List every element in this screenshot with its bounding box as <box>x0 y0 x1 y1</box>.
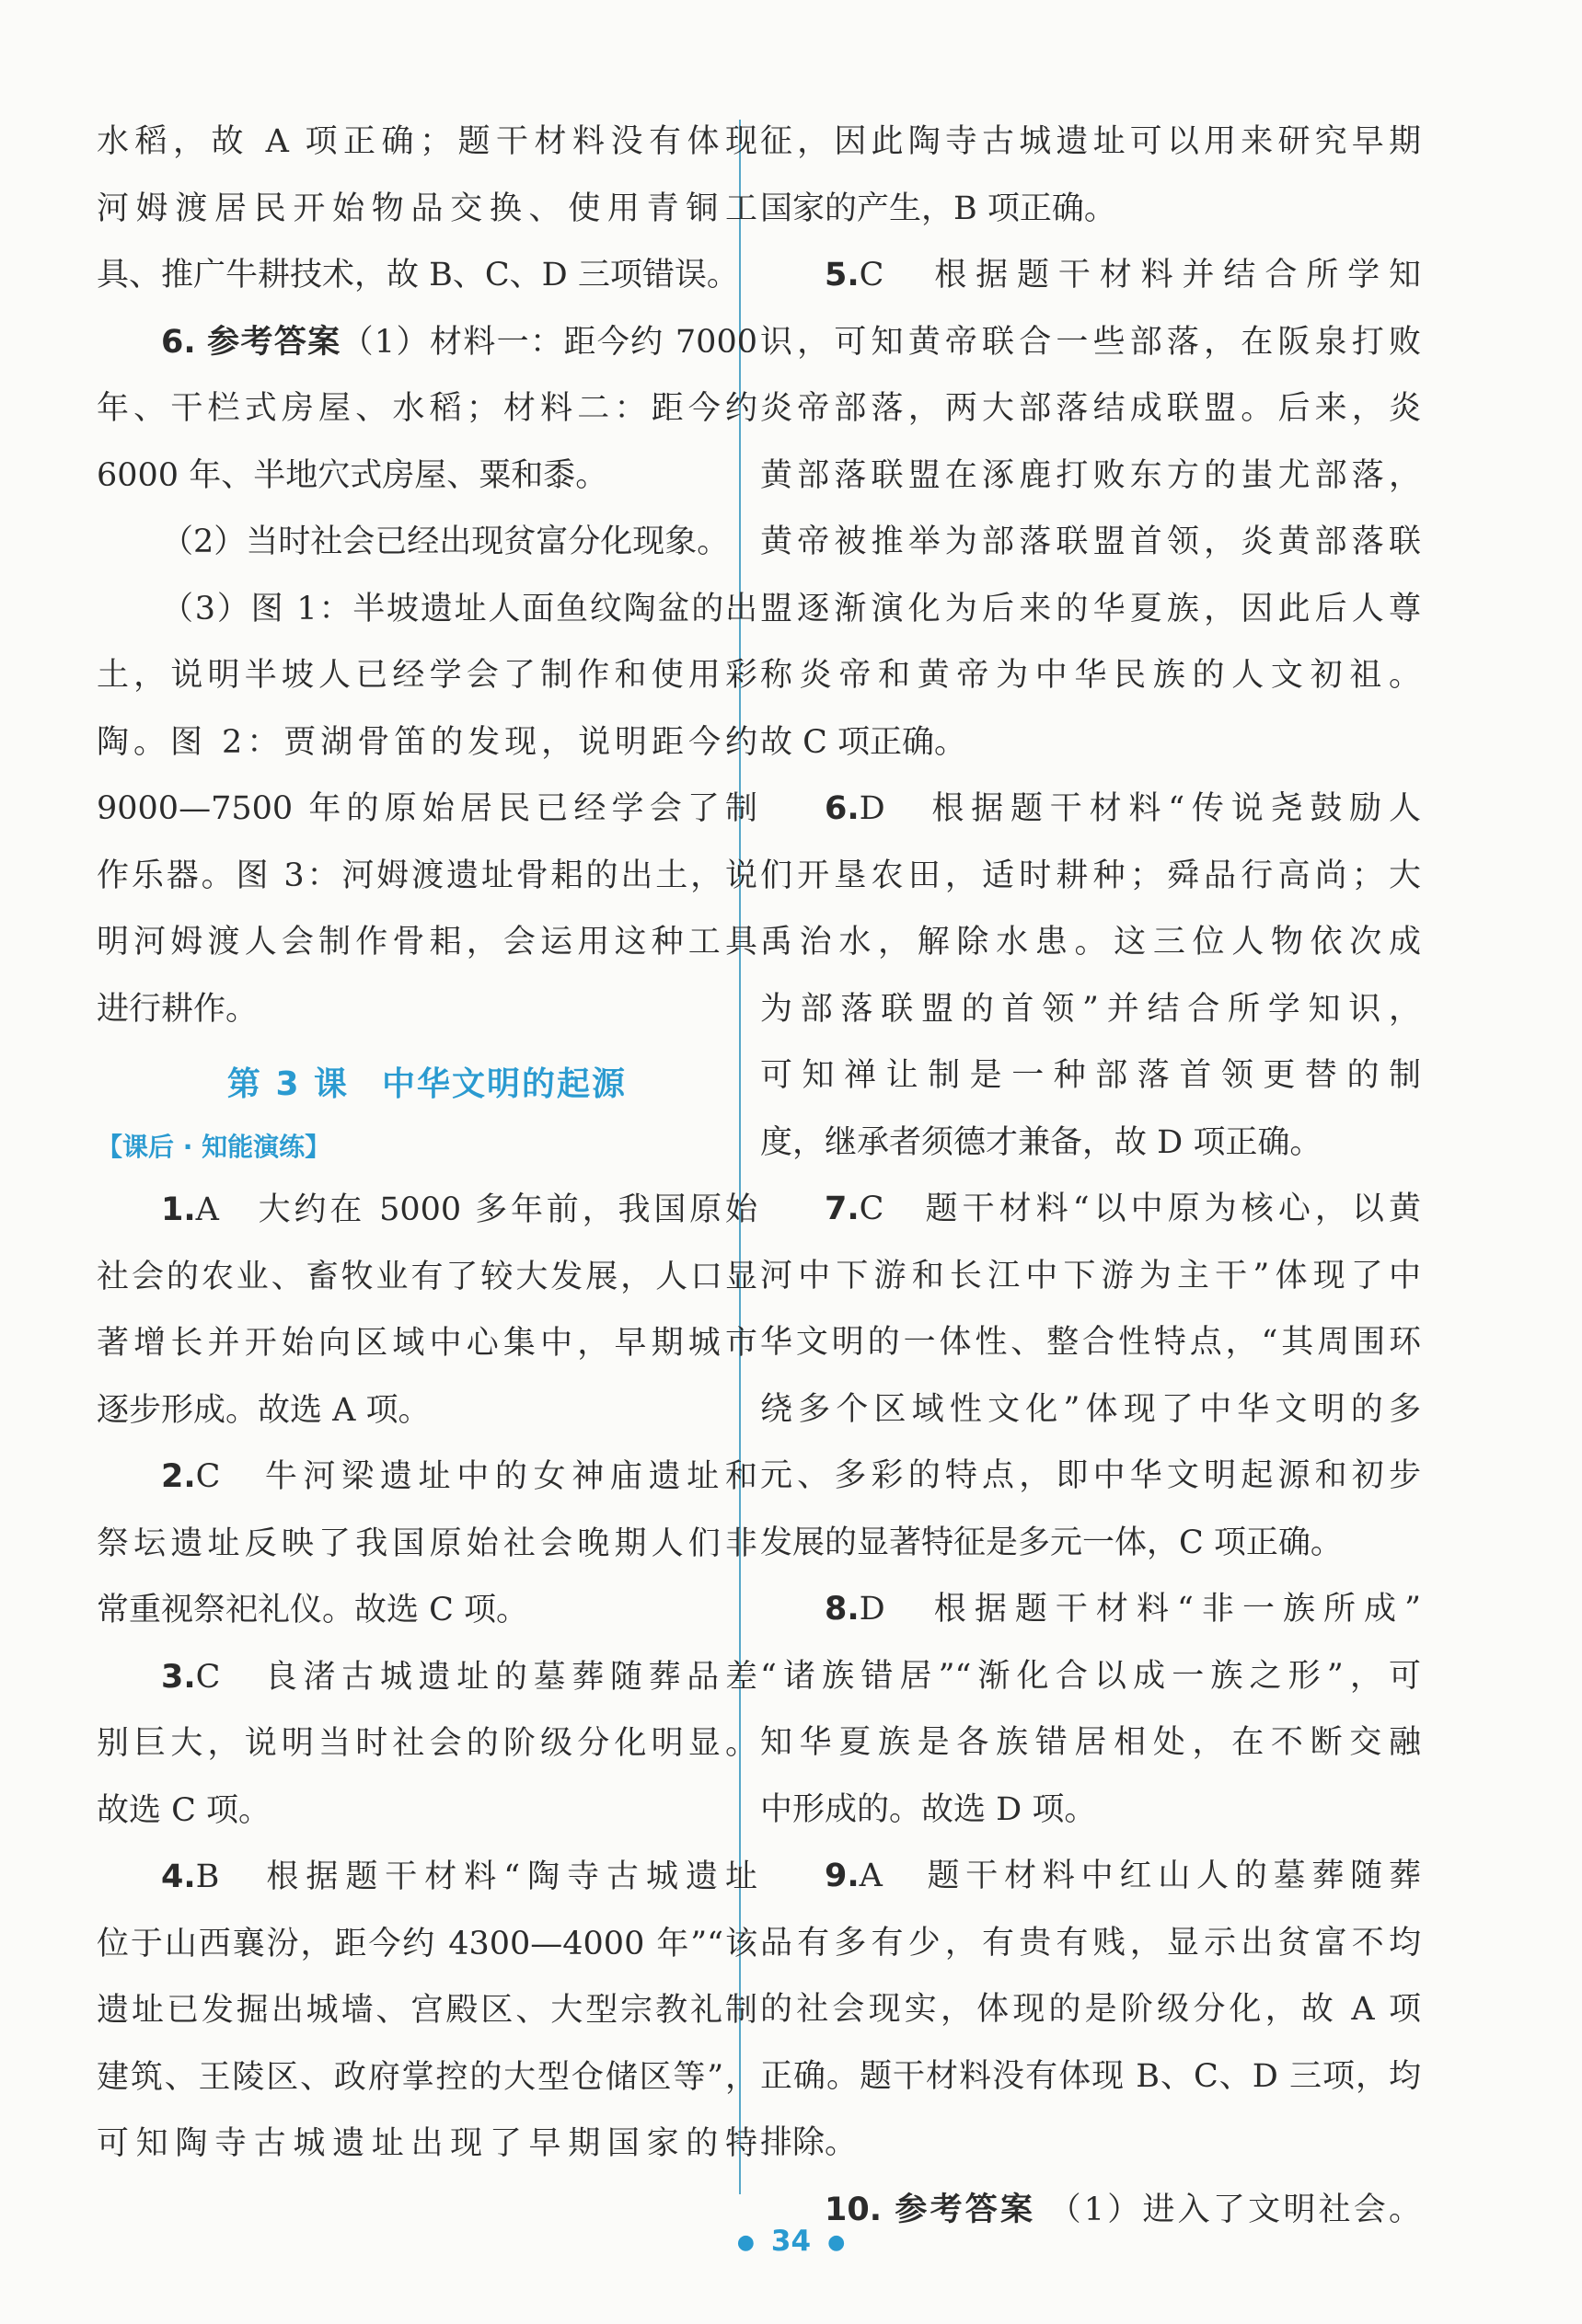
answer-letter: C <box>859 257 884 293</box>
text-span: 题干材料中红山人的墓葬随葬 <box>927 1858 1421 1894</box>
answer-6-first-line <box>97 309 757 376</box>
text-line: 故 C 项正确。 <box>760 723 967 761</box>
text-span: 良渚古城遗址的墓葬随葬品差 <box>264 1658 757 1696</box>
text-line: 为部落联盟的首领”并结合所学知识， <box>760 990 1421 1028</box>
text-line: 可知禅让制是一种部落首领更替的制 <box>760 1057 1421 1094</box>
text-line: 华文明的一体性、整合性特点，“其周围环 <box>760 1324 1421 1361</box>
text-span: 根据题干材料并结合所学知 <box>934 257 1421 293</box>
text-span: 根据题干材料“传说尧鼓励人 <box>931 790 1421 827</box>
answer-key-label: 参考答案 <box>895 2191 1036 2228</box>
lesson-title <box>97 1053 757 1116</box>
question-number: 9. <box>825 1858 860 1894</box>
bullet-dot-icon: ● <box>827 2231 846 2254</box>
text-line: 河姆渡居民开始物品交换、使用青铜工 <box>97 190 757 227</box>
text-line: 可知陶寺古城遗址出现了早期国家的特 <box>97 2125 757 2162</box>
page-number-value: 34 <box>770 2225 812 2258</box>
text-line: 度，继承者须德才兼备，故 D 项正确。 <box>760 1123 1322 1161</box>
text-line: 著增长并开始向区域中心集中，早期城市 <box>97 1325 757 1362</box>
text-line: 进行耕作。 <box>97 990 259 1028</box>
text-line: 陶。图 2：贾湖骨笛的发现，说明距今约 <box>97 723 757 761</box>
answer-letter: D <box>859 790 885 827</box>
text-line: 故选 C 项。 <box>97 1791 271 1829</box>
answer-letter: B <box>195 1858 220 1895</box>
answer-6-part-3-first-line: （3）图 1：半坡遗址人面鱼纹陶盆的出 <box>161 590 757 627</box>
text-span: 题干材料“以中原为核心，以黄 <box>925 1191 1421 1227</box>
text-line: 建筑、王陵区、政府掌控的大型仓储区等”， <box>97 2058 757 2096</box>
bullet-dot-icon: ● <box>736 2231 755 2254</box>
question-number: 4. <box>161 1858 196 1895</box>
text-line: 社会的农业、畜牧业有了较大发展，人口显 <box>97 1258 757 1295</box>
answer-8-first-line <box>760 1576 1421 1643</box>
text-line: 黄部落联盟在涿鹿打败东方的蚩尤部落， <box>760 456 1421 494</box>
section-tag: 【课后 · 知能演练】 <box>97 1132 331 1162</box>
text-line: 常重视祭祀礼仪。故选 C 项。 <box>97 1592 529 1628</box>
answer-7-first-line <box>760 1176 1421 1243</box>
question-number: 2. <box>161 1458 196 1495</box>
text-line: 水稻，故 A 项正确；题干材料没有体现 <box>97 123 757 160</box>
text-span: 根据题干材料“非一族所成” <box>933 1591 1421 1628</box>
answer-letter: C <box>859 1191 884 1227</box>
text-span: 牛河梁遗址中的女神庙遗址和 <box>264 1458 757 1495</box>
text-line: 明河姆渡人会制作骨耜，会运用这种工具 <box>97 924 757 961</box>
text-line: 年、干栏式房屋、水稻；材料二：距今约 <box>97 390 757 427</box>
text-span: 根据题干材料“陶寺古城遗址 <box>266 1858 757 1895</box>
question-number: 1. <box>161 1191 196 1228</box>
answer-9-first-line <box>760 1843 1421 1910</box>
text-line: 发展的显著特征是多元一体，C 项正确。 <box>760 1524 1343 1561</box>
text-line: 国家的产生，B 项正确。 <box>760 190 1116 227</box>
answer-letter: C <box>195 1658 221 1696</box>
answer-3-first-line <box>97 1644 757 1711</box>
question-number: 3. <box>161 1658 196 1696</box>
text-line: 的社会现实，体现的是阶级分化，故 A 项 <box>760 1991 1421 2028</box>
answer-6-part-2: （2）当时社会已经出现贫富分化现象。 <box>161 523 730 560</box>
question-number: 7. <box>825 1191 860 1227</box>
left-column <box>97 109 757 2178</box>
page-number <box>0 2225 1582 2258</box>
text-line: 识，可知黄帝联合一些部落，在阪泉打败 <box>760 323 1421 361</box>
question-number: 6. <box>825 790 860 827</box>
text-line: 们开垦农田，适时耕种；舜品行高尚；大 <box>760 857 1421 894</box>
text-line: 征，因此陶寺古城遗址可以用来研究早期 <box>760 123 1421 160</box>
answer-letter: A <box>859 1858 883 1894</box>
text-line: 逐步形成。故选 A 项。 <box>97 1391 431 1429</box>
text-line: 河中下游和长江中下游为主干”体现了中 <box>760 1257 1421 1294</box>
lesson-number: 第 3 课 <box>226 1065 350 1103</box>
question-number: 10. <box>825 2191 883 2228</box>
text-line: 黄帝被推举为部落联盟首领，炎黄部落联 <box>760 523 1421 560</box>
text-line: 中形成的。故选 D 项。 <box>760 1790 1097 1828</box>
answer-key-label: 参考答案 <box>207 323 341 361</box>
text-line: 绕多个区域性文化”体现了中华文明的多 <box>760 1390 1421 1428</box>
text-line: 知华夏族是各族错居相处，在不断交融 <box>760 1724 1421 1761</box>
text-line: 遗址已发掘出城墙、宫殿区、大型宗教礼制 <box>97 1992 757 2029</box>
text-span: （1）进入了文明社会。 <box>1048 2191 1421 2228</box>
answer-4-first-line <box>97 1844 757 1911</box>
answer-6-first-line <box>760 776 1421 843</box>
text-line: 盟逐渐演化为后来的华夏族，因此后人尊 <box>760 590 1421 627</box>
text-line: 禹治水，解除水患。这三位人物依次成 <box>760 924 1421 961</box>
question-number: 5. <box>825 257 860 293</box>
text-line: 排除。 <box>760 2124 858 2161</box>
text-line: 6000 年、半地穴式房屋、粟和黍。 <box>97 456 608 494</box>
text-line: 正确。题干材料没有体现 B、C、D 三项，均 <box>760 2057 1421 2095</box>
question-number: 8. <box>825 1591 860 1628</box>
lesson-name: 中华文明的起源 <box>382 1065 628 1103</box>
text-line: 9000—7500 年的原始居民已经学会了制 <box>97 790 757 827</box>
answer-1-first-line <box>97 1177 757 1244</box>
text-line: 称炎帝和黄帝为中华民族的人文初祖。 <box>760 657 1421 694</box>
answer-2-first-line <box>97 1444 757 1511</box>
text-span: 大约在 5000 多年前，我国原始 <box>258 1191 757 1228</box>
text-line: 具、推广牛耕技术，故 B、C、D 三项错误。 <box>97 257 739 293</box>
text-line: 炎帝部落，两大部落结成联盟。后来，炎 <box>760 390 1421 427</box>
answer-letter: C <box>195 1458 221 1495</box>
answer-letter: D <box>859 1591 885 1628</box>
text-span: （1）材料一：距今约 7000 <box>341 323 757 361</box>
text-line: 元、多彩的特点，即中华文明起源和初步 <box>760 1457 1421 1494</box>
text-line: 作乐器。图 3：河姆渡遗址骨耜的出土，说 <box>97 857 757 894</box>
question-number: 6. <box>161 323 196 361</box>
text-line: 土，说明半坡人已经学会了制作和使用彩 <box>97 657 757 694</box>
text-line: 祭坛遗址反映了我国原始社会晚期人们非 <box>97 1524 757 1562</box>
answer-letter: A <box>195 1191 219 1228</box>
text-line: 别巨大，说明当时社会的阶级分化明显。 <box>97 1725 757 1762</box>
right-column <box>760 109 1421 2243</box>
answer-5-first-line <box>760 242 1421 309</box>
text-line: “诸族错居”“渐化合以成一族之形”，可 <box>760 1657 1421 1695</box>
text-line: 位于山西襄汾，距今约 4300—4000 年”“该 <box>97 1925 757 1962</box>
text-line: 品有多有少，有贵有贱，显示出贫富不均 <box>760 1924 1421 1962</box>
